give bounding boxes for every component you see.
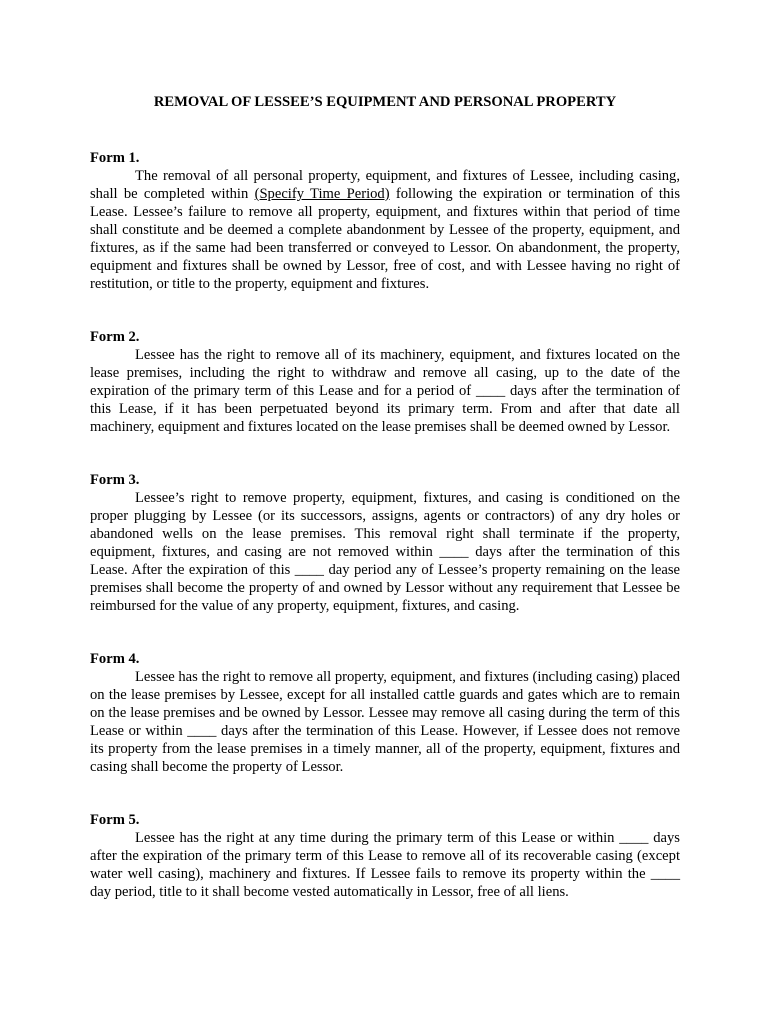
form-4-heading: Form 4. [90, 651, 140, 667]
form-5-body: Lessee has the right at any time during the primary term of this Lease or within ____ days after the expiration of the primary term of this Lease to remove all of its recoverable casing (except water well casing), machinery and fixtures. If Lessee fails to remove its property within the ____ day period, title to it shall become vested automatically in Lessor, free of all liens. [90, 830, 680, 900]
form-3-section [90, 471, 680, 615]
form-1-section [90, 149, 680, 293]
form-5-heading: Form 5. [90, 812, 140, 828]
form-4-section [90, 650, 680, 776]
form-3-heading: Form 3. [90, 472, 140, 488]
form-5-section [90, 811, 680, 901]
document-page [90, 93, 680, 901]
form-2-section [90, 328, 680, 436]
form-1-body [90, 167, 680, 293]
form-4-body: Lessee has the right to remove all property, equipment, and fixtures (including casing) placed on the lease premises by Lessee, except for all installed cattle guards and gates which are to remain on the lease premises and be owned by Lessor. Lessee may remove all casing during the term of this Lease or within ____ days after the termination of this Lease. However, if Lessee does not remove its property from the lease premises in a timely manner, all of the property, equipment, fixtures and casing shall become the property of Lessor. [90, 669, 680, 775]
form-1-heading: Form 1. [90, 150, 140, 166]
form-2-heading: Form 2. [90, 329, 140, 345]
form-1-body-after: following the expiration or termination of this Lease. Lessee’s failure to remove all property, equipment, and fixtures within that period of time shall constitute and be deemed a complete abandonment by Lessee of the property, equipment, and fixtures, as if the same had been transferred or conveyed to Lessor. On abandonment, the property, equipment and fixtures shall be owned by Lessor, free of cost, and with Lessee having no right of restitution, or title to the property, equipment and fixtures. [90, 186, 681, 292]
document-title: REMOVAL OF LESSEE’S EQUIPMENT AND PERSONAL PROPERTY [153, 94, 617, 110]
form-1-time-period-blank: (Specify Time Period) [254, 186, 390, 202]
form-1-body-before: The removal of all personal property, equipment, and fixtures of Lessee, including casing, shall be completed within [90, 168, 680, 202]
form-3-body: Lessee’s right to remove property, equipment, fixtures, and casing is conditioned on the proper plugging by Lessee (or its successors, assigns, agents or contractors) of any dry holes or abandoned wells on the lease premises. This removal right shall terminate if the property, equipment, fixtures, and casing are not removed within ____ days after the termination of this Lease. After the expiration of this ____ day period any of Lessee’s property remaining on the lease premises shall become the property of and owned by Lessor without any requirement that Lessee be reimbursed for the value of any property, equipment, fixtures, and casing. [90, 490, 680, 614]
form-2-body: Lessee has the right to remove all of its machinery, equipment, and fixtures located on the lease premises, including the right to withdraw and remove all casing, up to the date of the expiration of the primary term of this Lease and for a period of ____ days after the termination of this Lease, if it has been perpetuated beyond its primary term. From and after that date all machinery, equipment and fixtures located on the lease premises shall be deemed owned by Lessor. [90, 347, 680, 435]
